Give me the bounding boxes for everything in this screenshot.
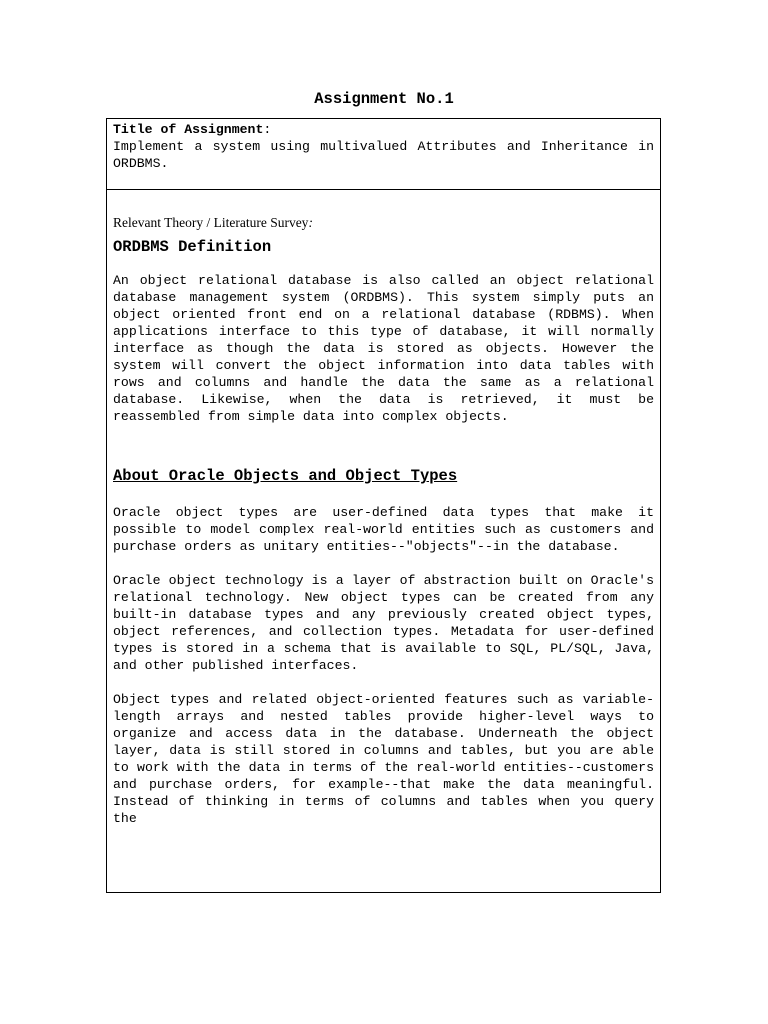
section-heading-oracle-objects: About Oracle Objects and Object Types [113, 467, 458, 485]
theory-label: Relevant Theory / Literature Survey: [113, 215, 313, 230]
title-of-assignment-box [107, 119, 660, 190]
paragraph-object-oriented-features: Object types and related object-oriented features such as variable-length arrays and nested tables provide higher-level ways to organize and access data in the database. Underneath the object layer, data is still stored in columns and tables, but you are able to work with the data in terms of the real-world entities--customers and purchase orders, for example--that make the data meaningful. Instead of thinking in terms of columns and tables when you query the [113, 692, 654, 826]
section-heading-ordbms-definition: ORDBMS Definition [113, 238, 272, 256]
assignment-frame [106, 118, 661, 893]
page-title: Assignment No.1 [314, 90, 454, 108]
paragraph-ordbms-definition: An object relational database is also called an object relational database management system (ORDBMS). This system simply puts an object oriented front end on a relational database (RDBMS). When applications interface to this type of database, it will normally interface as though the data is stored as objects. However the system will convert the object information into data tables with rows and columns and handle the data the same as a relational database. Likewise, when the data is retrieved, it must be reassembled from simple data into complex objects. [113, 273, 654, 424]
assignment-title-text: Implement a system using multivalued Attributes and Inheritance in ORDBMS. [113, 139, 654, 171]
theory-content [107, 214, 660, 827]
paragraph-oracle-object-technology: Oracle object technology is a layer of abstraction built on Oracle's relational technology. New object types can be created from any built-in database types and any previously created object types, object references, and collection types. Metadata for user-defined types is stored in a schema that is available to SQL, PL/SQL, Java, and other published interfaces. [113, 573, 654, 673]
title-of-assignment-label: Title of Assignment: [113, 122, 272, 137]
paragraph-oracle-object-types: Oracle object types are user-defined data types that make it possible to model complex real-world entities such as customers and purchase orders as unitary entities--"objects"--in the database. [113, 505, 654, 554]
